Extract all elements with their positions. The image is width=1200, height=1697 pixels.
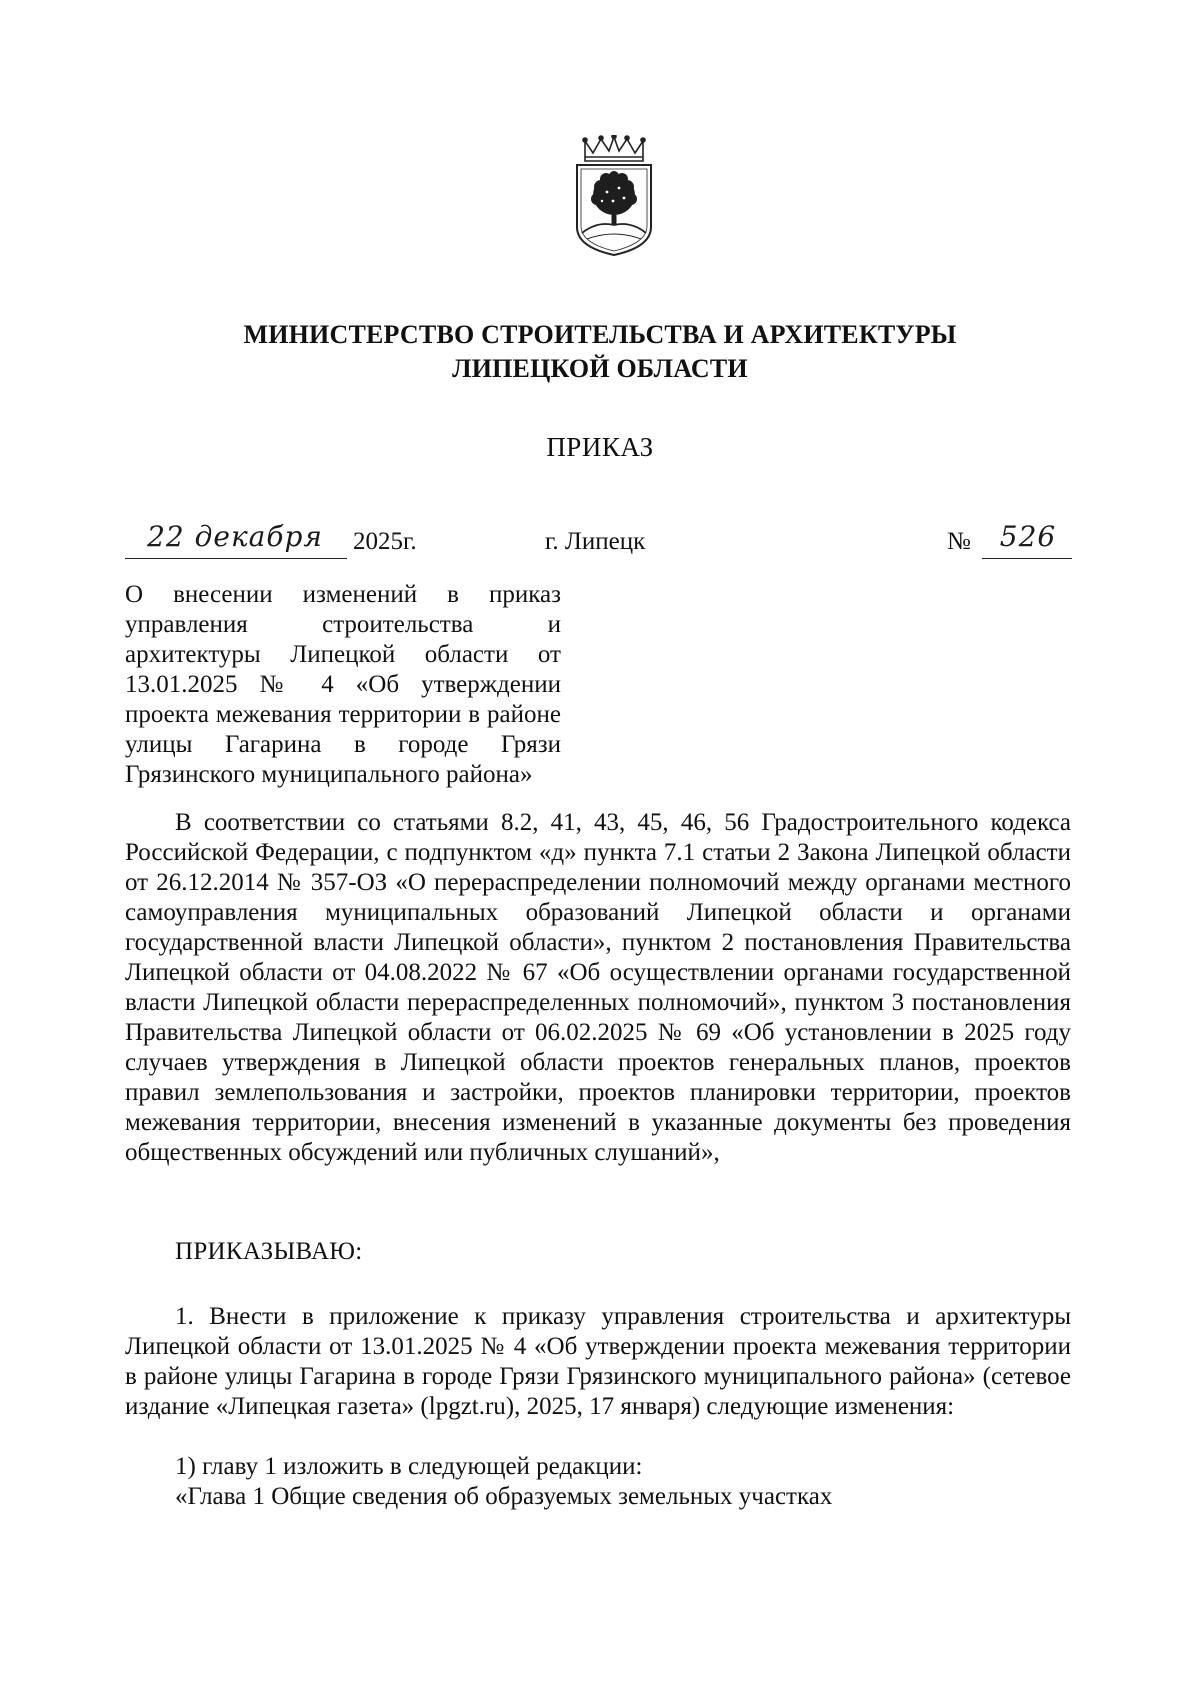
coat-of-arms-icon [571,135,657,257]
ministry-name-line1: МИНИСТЕРСТВО СТРОИТЕЛЬСТВА И АРХИТЕКТУРЫ [243,320,957,349]
order-subject: О внесении изменений в приказ управления строительства и архитектуры Липецкой области от 13.01.2025 № 4 «Об утверждении проекта межевания территории в районе улицы Гагарина в городе Грязи Грязинского муниципального района» [125,581,561,788]
handwritten-number: 526 [999,520,1057,553]
chapter-1-title: «Глава 1 Общие сведения об образуемых земельных участках [175,1483,833,1510]
crown-icon [583,135,645,161]
order-command: ПРИКАЗЫВАЮ: [175,1238,363,1265]
ministry-name-line2: ЛИПЕЦКОЙ ОБЛАСТИ [452,354,748,383]
hill-icon [582,224,646,233]
date-number-line [125,520,1071,570]
date-year: 2025г. [353,528,417,555]
document-type: ПРИКАЗ [546,432,654,462]
number-sign: № [947,528,971,555]
city-name: г. Липецк [545,528,646,555]
number-underline [982,558,1072,559]
ministry-header [0,318,1200,386]
handwritten-date: 22 декабря [147,520,323,553]
date-underline [125,558,347,559]
oak-tree-icon [591,171,637,225]
item-1-paragraph: 1. Внести в приложение к приказу управления строительства и архитектуры Липецкой области от 13.01.2025 № 4 «Об утверждении проекта межевания территории в районе улицы Гагарина в городе Грязи Грязинского муниципального района» (сетевое издание «Липецкая газета» (lpgzt.ru), 2025, 17 января) следующие изменения: [125,1303,1071,1420]
item-1-subitem-1: 1) главу 1 изложить в следующей редакции: [175,1453,643,1480]
preamble-paragraph: В соответствии со статьями 8.2, 41, 43, 45, 46, 56 Градостроительного кодекса Российской Федерации, с подпунктом «д» пункта 7.1 статьи 2 Закона Липецкой области от 26.12.2014 № 357-ОЗ «О перераспределении полномочий между органами местного самоуправления муниципальных образований Липецкой области и органами государственной власти Липецкой области», пунктом 2 постановления Правительства Липецкой области от 04.08.2022 № 67 «Об осуществлении органами государственной власти Липецкой области перераспределенных полномочий», пунктом 3 постановления Правительства Липецкой области от 06.02.2025 № 69 «Об установлении в 2025 году случаев утверждения в Липецкой области проектов генеральных планов, проектов правил землепользования и застройки, проектов планировки территории, проектов межевания территории, внесения изменений в указанные документы без проведения общественных обсуждений или публичных слушаний», [125,809,1071,1166]
